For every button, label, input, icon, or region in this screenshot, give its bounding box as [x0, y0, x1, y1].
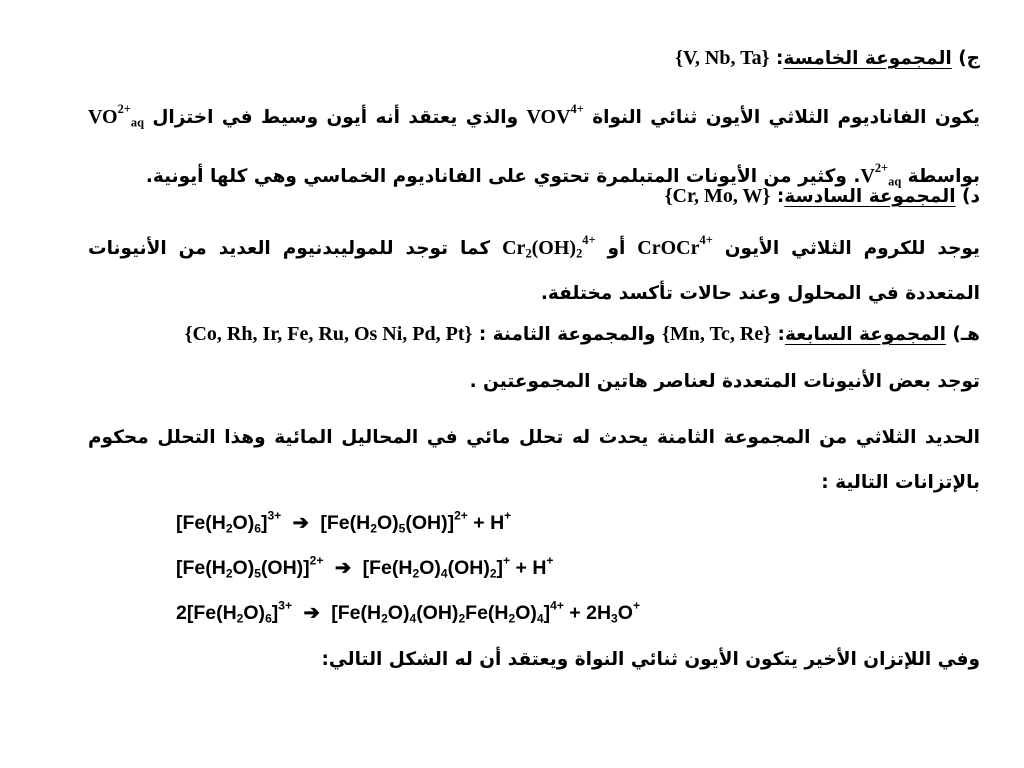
section-marker: د) [962, 186, 980, 207]
element-list: {Cr, Mo, W} [664, 185, 771, 207]
group-five-heading [88, 46, 980, 71]
group-title: والمجموعة الثامنة : [478, 324, 656, 345]
paragraph-text: . وكثير من الأيونات المتبلمرة تحتوي على الفاناديوم الخماسي وهي كلها أيونية. [145, 166, 861, 187]
chemical-formula: $V^{2+}_{aq}$ [860, 161, 902, 189]
equilibrium-equation-2: $[Fe(H_2O)_5(OH)]^{2+}$ ➔ $[Fe(H_2O)_4(OH)_2]^+ + H^+$ [176, 553, 554, 581]
paragraph-text: يكون الفاناديوم الثلاثي الأيون ثنائي النواة [592, 107, 980, 128]
arrow-icon: ➔ [292, 512, 309, 534]
colon: : [776, 186, 785, 207]
group-six-heading [88, 184, 980, 209]
colon: : [777, 324, 785, 345]
paragraph-text: بواسطة [907, 166, 980, 187]
element-list: {Co, Rh, Ir, Fe, Ru, Os Ni, Pd, Pt} [184, 323, 473, 345]
colon: : [775, 48, 784, 69]
section-marker: هـ) [952, 324, 980, 345]
paragraph-text: أو [607, 238, 626, 259]
chemical-formula: $VO^{2+}_{aq}$ [88, 102, 144, 130]
element-list: {Mn, Tc, Re} [661, 323, 772, 345]
closing-sentence: وفي اللإتزان الأخير يتكون الأيون ثنائي النواة ويعتقد أن له الشكل التالي: [321, 649, 980, 670]
chemical-formula: $Cr_2(OH)_2^{4+}$ [502, 233, 596, 261]
polyanion-note: توجد بعض الأنيونات المتعددة لعناصر هاتين المجموعتين . [469, 371, 980, 392]
arrow-icon: ➔ [303, 602, 320, 624]
chromium-paragraph [88, 226, 980, 316]
group-title: المجموعة السادسة [784, 186, 956, 207]
group-title: المجموعة الخامسة [783, 48, 952, 69]
paragraph-text: والذي يعتقد أنه أيون وسيط في اختزال [152, 107, 519, 128]
equilibrium-equation-1: $[Fe(H_2O)_6]^{3+}$ ➔ $[Fe(H_2O)_5(OH)]^{2+} + H^+$ [176, 508, 512, 536]
paragraph-text: يوجد للكروم الثلاثي الأيون [724, 238, 980, 259]
chemical-formula: CrOCr$^{4+}$ [637, 233, 713, 259]
arrow-icon: ➔ [334, 557, 352, 579]
group-title: المجموعة السابعة [784, 324, 946, 345]
iron-hydrolysis-paragraph: الحديد الثلاثي من المجموعة الثامنة يحدث له تحلل مائي في المحاليل المائية وهذا التحلل محكوم بالإتزانات التالية : [88, 427, 980, 493]
section-marker: ج) [958, 48, 980, 69]
paragraph-text: كما توجد للموليبدنيوم العديد من الأنيونات المتعددة في المحلول وعند حالات تأكسد مختلفة. [88, 238, 980, 304]
equilibrium-equation-3: $2[Fe(H_2O)_6]^{3+}$ ➔ $[Fe(H_2O)_4(OH)_2Fe(H_2O)_4]^{4+} + 2H_3O^+$ [176, 598, 640, 626]
group-seven-eight-heading [88, 322, 980, 347]
element-list: {V, Nb, Ta} [675, 47, 770, 69]
chemical-formula: $VOV^{4+}$ [526, 102, 584, 128]
